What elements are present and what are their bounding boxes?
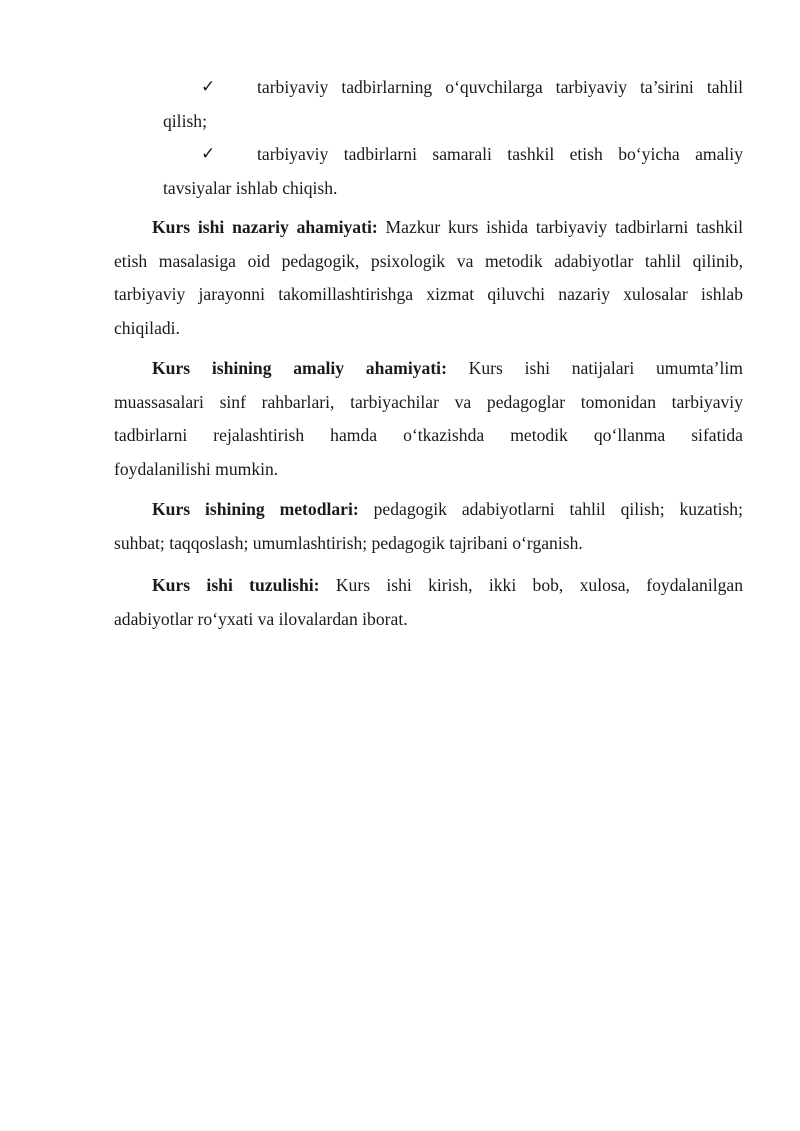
paragraph-theoretical-significance xyxy=(114,211,743,345)
paragraph-text: pedagogik adabiyotlarni tahlil qilish; kuzatish; xyxy=(358,499,743,519)
paragraph-line xyxy=(114,211,743,245)
paragraph-label: Kurs ishi nazariy ahamiyati: xyxy=(152,217,378,237)
bullet-text-line: tarbiyaviy tadbirlarning o‘quvchilarga tarbiyaviy ta’sirini tahlil xyxy=(257,77,743,97)
bullet-text-line: tarbiyaviy tadbirlarni samarali tashkil etish bo‘yicha amaliy xyxy=(257,144,743,164)
paragraph-label: Kurs ishining metodlari: xyxy=(152,499,359,519)
paragraph-line xyxy=(114,569,743,603)
paragraph-text: Kurs ishi natijalari umumta’lim xyxy=(446,358,743,378)
paragraph-line: etish masalasiga oid pedagogik, psixologik va metodik adabiyotlar tahlil qilinib, xyxy=(114,250,743,271)
paragraph-line: muassasalari sinf rahbarlari, tarbiyachilar va pedagoglar tomonidan tarbiyaviy xyxy=(114,391,743,412)
paragraph-text: Kurs ishi kirish, ikki bob, xulosa, foydalanilgan xyxy=(319,575,743,595)
paragraph-practical-significance xyxy=(114,352,743,486)
paragraph-line xyxy=(114,352,743,386)
paragraph-line: chiqiladi. xyxy=(114,317,180,338)
paragraph-line: foydalanilishi mumkin. xyxy=(114,458,279,479)
paragraph-label: Kurs ishining amaliy ahamiyati: xyxy=(152,358,447,378)
paragraph-line: adabiyotlar ro‘yxati va ilovalardan iborat. xyxy=(114,608,408,629)
paragraph-label: Kurs ishi tuzulishi: xyxy=(152,575,320,595)
paragraph-structure xyxy=(114,569,743,636)
bullet-item xyxy=(163,71,743,138)
bullet-text-continuation: tavsiyalar ishlab chiqish. xyxy=(163,177,338,198)
bullet-first-line xyxy=(163,138,743,172)
paragraph-line: tadbirlarni rejalashtirish hamda o‘tkazishda metodik qo‘llanma sifatida xyxy=(114,425,743,445)
checkmark-icon: ✓ xyxy=(201,77,216,97)
paragraph-line xyxy=(114,493,743,527)
checkmark-icon: ✓ xyxy=(201,144,216,164)
paragraph-text: Mazkur kurs ishida tarbiyaviy tadbirlarni tashkil xyxy=(377,217,743,237)
bullet-first-line xyxy=(163,71,743,105)
paragraph-line: suhbat; taqqoslash; umumlashtirish; pedagogik tajribani o‘rganish. xyxy=(114,532,583,553)
bullet-item xyxy=(163,138,743,205)
bullet-text-continuation: qilish; xyxy=(163,110,207,131)
paragraph-methods xyxy=(114,493,743,560)
paragraph-line: tarbiyaviy jarayonni takomillashtirishga xizmat qiluvchi nazariy xulosalar ishlab xyxy=(114,284,743,304)
